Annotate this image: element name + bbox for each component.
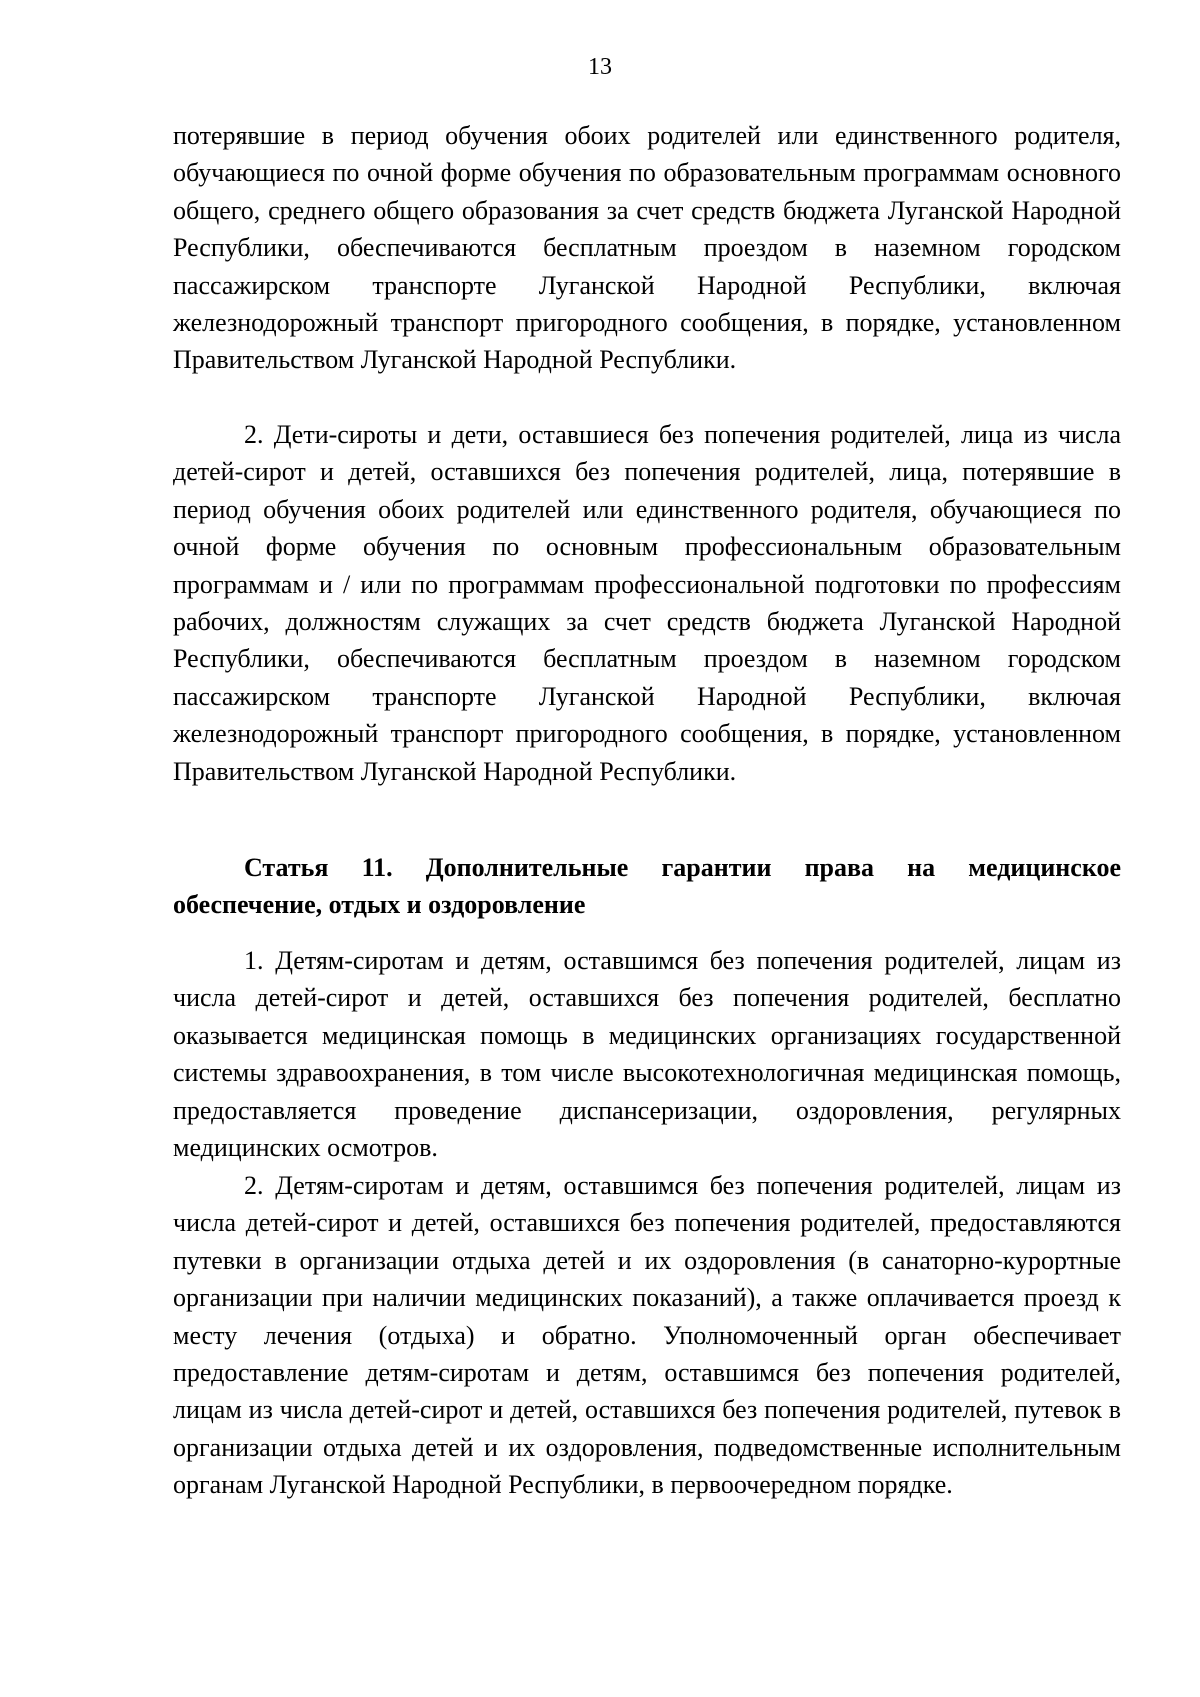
article11-heading xyxy=(173,849,1121,924)
article11-part1-paragraph: 1. Детям-сиротам и детям, оставшимся без попечения родителей, лицам из числа детей-сирот и детей, оставшихся без попечения родителей, бесплатно оказывается медицинская помощь в медицинских организациях государственной системы здравоохранения, в том числе высокотехнологичная медицинская помощь, предоставляется проведение диспансеризации, оздоровления, регулярных медицинских осмотров. xyxy=(173,946,1121,1163)
article11-part2-paragraph: 2. Детям-сиротам и детям, оставшимся без попечения родителей, лицам из числа детей-сирот и детей, оставшихся без попечения родителей, предоставляются путевки в организации отдыха детей и их оздоровления (в санаторно-курортные организации при наличии медицинских показаний), а также оплачивается проезд к месту лечения (отдыха) и обратно. Уполномоченный орган обеспечивает предоставление детям-сиротам и детям, оставшимся без попечения родителей, лицам из числа детей-сирот и детей, оставшихся без попечения родителей, путевок в организации отдыха детей и их оздоровления, подведомственные исполнительным органам Луганской Народной Республики, в первоочередном порядке. xyxy=(173,1171,1121,1500)
article11-heading-line1: Статья 11. Дополнительные гарантии права на медицинское xyxy=(244,853,1121,882)
article10-part2-paragraph: 2. Дети-сироты и дети, оставшиеся без попечения родителей, лица из числа детей-сирот и детей, оставшихся без попечения родителей, лица, потерявшие в период обучения обоих родителей или единственного родителя, обучающиеся по очной форме обучения по основным профессиональным образовательным программам и / или по программам профессиональной подготовки по профессиям рабочих, должностям служащих за счет средств бюджета Луганской Народной Республики, обеспечиваются бесплатным проездом в наземном городском пассажирском транспорте Луганской Народной Республики, включая железнодорожный транспорт пригородного сообщения, в порядке, установленном Правительством Луганской Народной Республики. xyxy=(173,420,1121,786)
page-number: 13 xyxy=(588,54,612,80)
article11-heading-line2: обеспечение, отдых и оздоровление xyxy=(173,890,586,920)
continuation-paragraph: потерявшие в период обучения обоих родителей или единственного родителя, обучающиеся по очной форме обучения по образовательным программам основного общего, среднего общего образования за счет средств бюджета Луганской Народной Республики, обеспечиваются бесплатным проездом в наземном городском пассажирском транспорте Луганской Народной Республики, включая железнодорожный транспорт пригородного сообщения, в порядке, установленном Правительством Луганской Народной Республики. xyxy=(173,121,1121,375)
